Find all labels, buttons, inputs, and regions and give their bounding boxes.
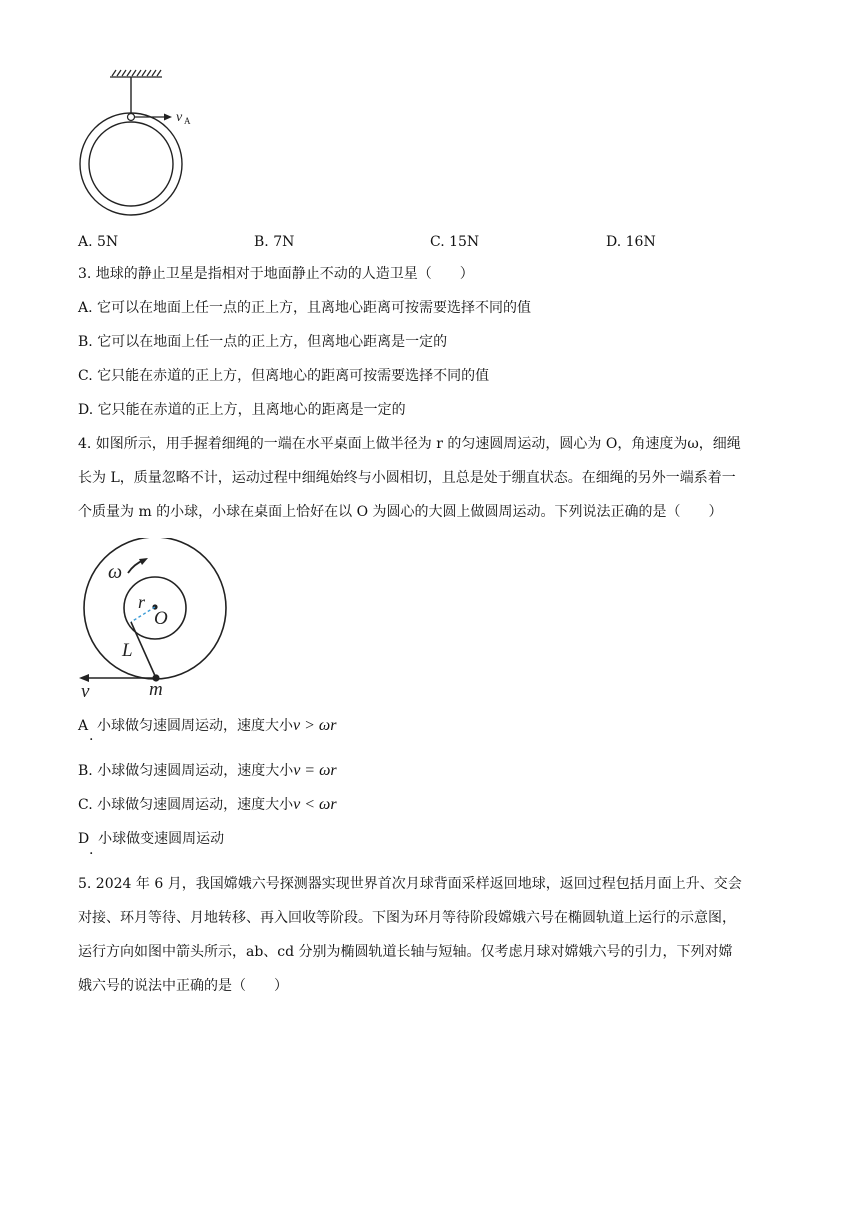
q3-stem: 3. 地球的静止卫星是指相对于地面静止不动的人造卫星（ ） [78,266,474,282]
q4-option-b-text: 小球做匀速圆周运动，速度大小 [97,763,294,779]
q3-option-a: A. 它可以在地面上任一点的正上方，且离地心距离可按需要选择不同的值 [78,300,532,316]
small-ball [128,114,135,121]
q4-option-b-math: v = ωr [293,762,337,779]
q4-stem-line-3: 个质量为 m 的小球，小球在桌面上恰好在以 O 为圆心的大圆上做圆周运动。下列说法正确的是（ ） [78,504,723,520]
q4-option-d-dot: . [89,842,94,858]
label-L: L [122,640,133,661]
q4-option-d [78,829,224,849]
q4-option-c-text: 小球做匀速圆周运动，速度大小 [97,797,294,813]
omega-arrowhead [139,558,148,565]
q3-option-b: B. 它可以在地面上任一点的正上方，但离地心距离是一定的 [78,334,448,350]
label-vA: v [176,110,183,125]
label-omega: ω [108,561,123,583]
q4-option-b-label: B. [78,763,93,779]
q2-option-b: B. 7N [254,234,295,250]
ceiling-hatch [110,70,162,77]
circular-motion-figure [70,538,230,700]
q4-stem-line-1: 4. 如图所示，用手握着细绳的一端在水平桌面上做半径为 r 的匀速圆周运动，圆心为 O，角速度为ω，细绳 [78,436,741,452]
outer-ring [80,113,182,215]
q4-option-c [78,795,337,815]
label-m: m [149,679,163,700]
q3-option-c: C. 它只能在赤道的正上方，但离地心的距离可按需要选择不同的值 [78,368,490,384]
q4-option-b [78,761,337,781]
q5-stem-line-1: 5. 2024 年 6 月，我国嫦娥六号探测器实现世界首次月球背面采样返回地球，返回过程包括月面上升、交会 [78,876,742,892]
q4-option-c-math: v < ωr [293,796,337,813]
q2-option-c: C. 15N [430,234,480,250]
q2-option-a: A. 5N [78,234,119,250]
label-v: v [81,681,90,700]
q3-option-d: D. 它只能在赤道的正上方，且离地心的距离是一定的 [78,402,406,418]
q4-option-c-label: C. [78,797,93,813]
q4-stem-line-2: 长为 L，质量忽略不计，运动过程中细绳始终与小圆相切，且总是处于绷直状态。在细绳的另外一端系着一 [78,470,736,486]
q5-stem-line-4: 娥六号的说法中正确的是（ ） [78,978,288,994]
q4-option-a-dot: . [89,728,94,744]
q4-option-d-label: D [78,831,90,847]
ring-figure [70,66,210,216]
q4-option-a-math: v > ωr [293,717,337,734]
velocity-arrowhead [164,114,172,121]
q2-option-d: D. 16N [606,234,656,250]
label-r: r [138,592,146,612]
q4-option-a-text: 小球做匀速圆周运动，速度大小 [97,718,294,734]
q4-option-a-label: A [78,718,89,734]
string-L [131,622,156,678]
label-vA-sub: A [184,116,191,126]
q4-option-a [78,716,336,736]
inner-ring [89,122,173,206]
q4-option-d-text: 小球做变速圆周运动 [98,831,225,847]
q5-stem-line-2: 对接、环月等待、月地转移、再入回收等阶段。下图为环月等待阶段嫦娥六号在椭圆轨道上运行的示意图， [78,910,736,926]
q5-stem-line-3: 运行方向如图中箭头所示，ab、cd 分别为椭圆轨道长轴与短轴。仅考虑月球对嫦娥六号的引力，下列对嫦 [78,944,733,960]
label-O: O [154,608,168,629]
